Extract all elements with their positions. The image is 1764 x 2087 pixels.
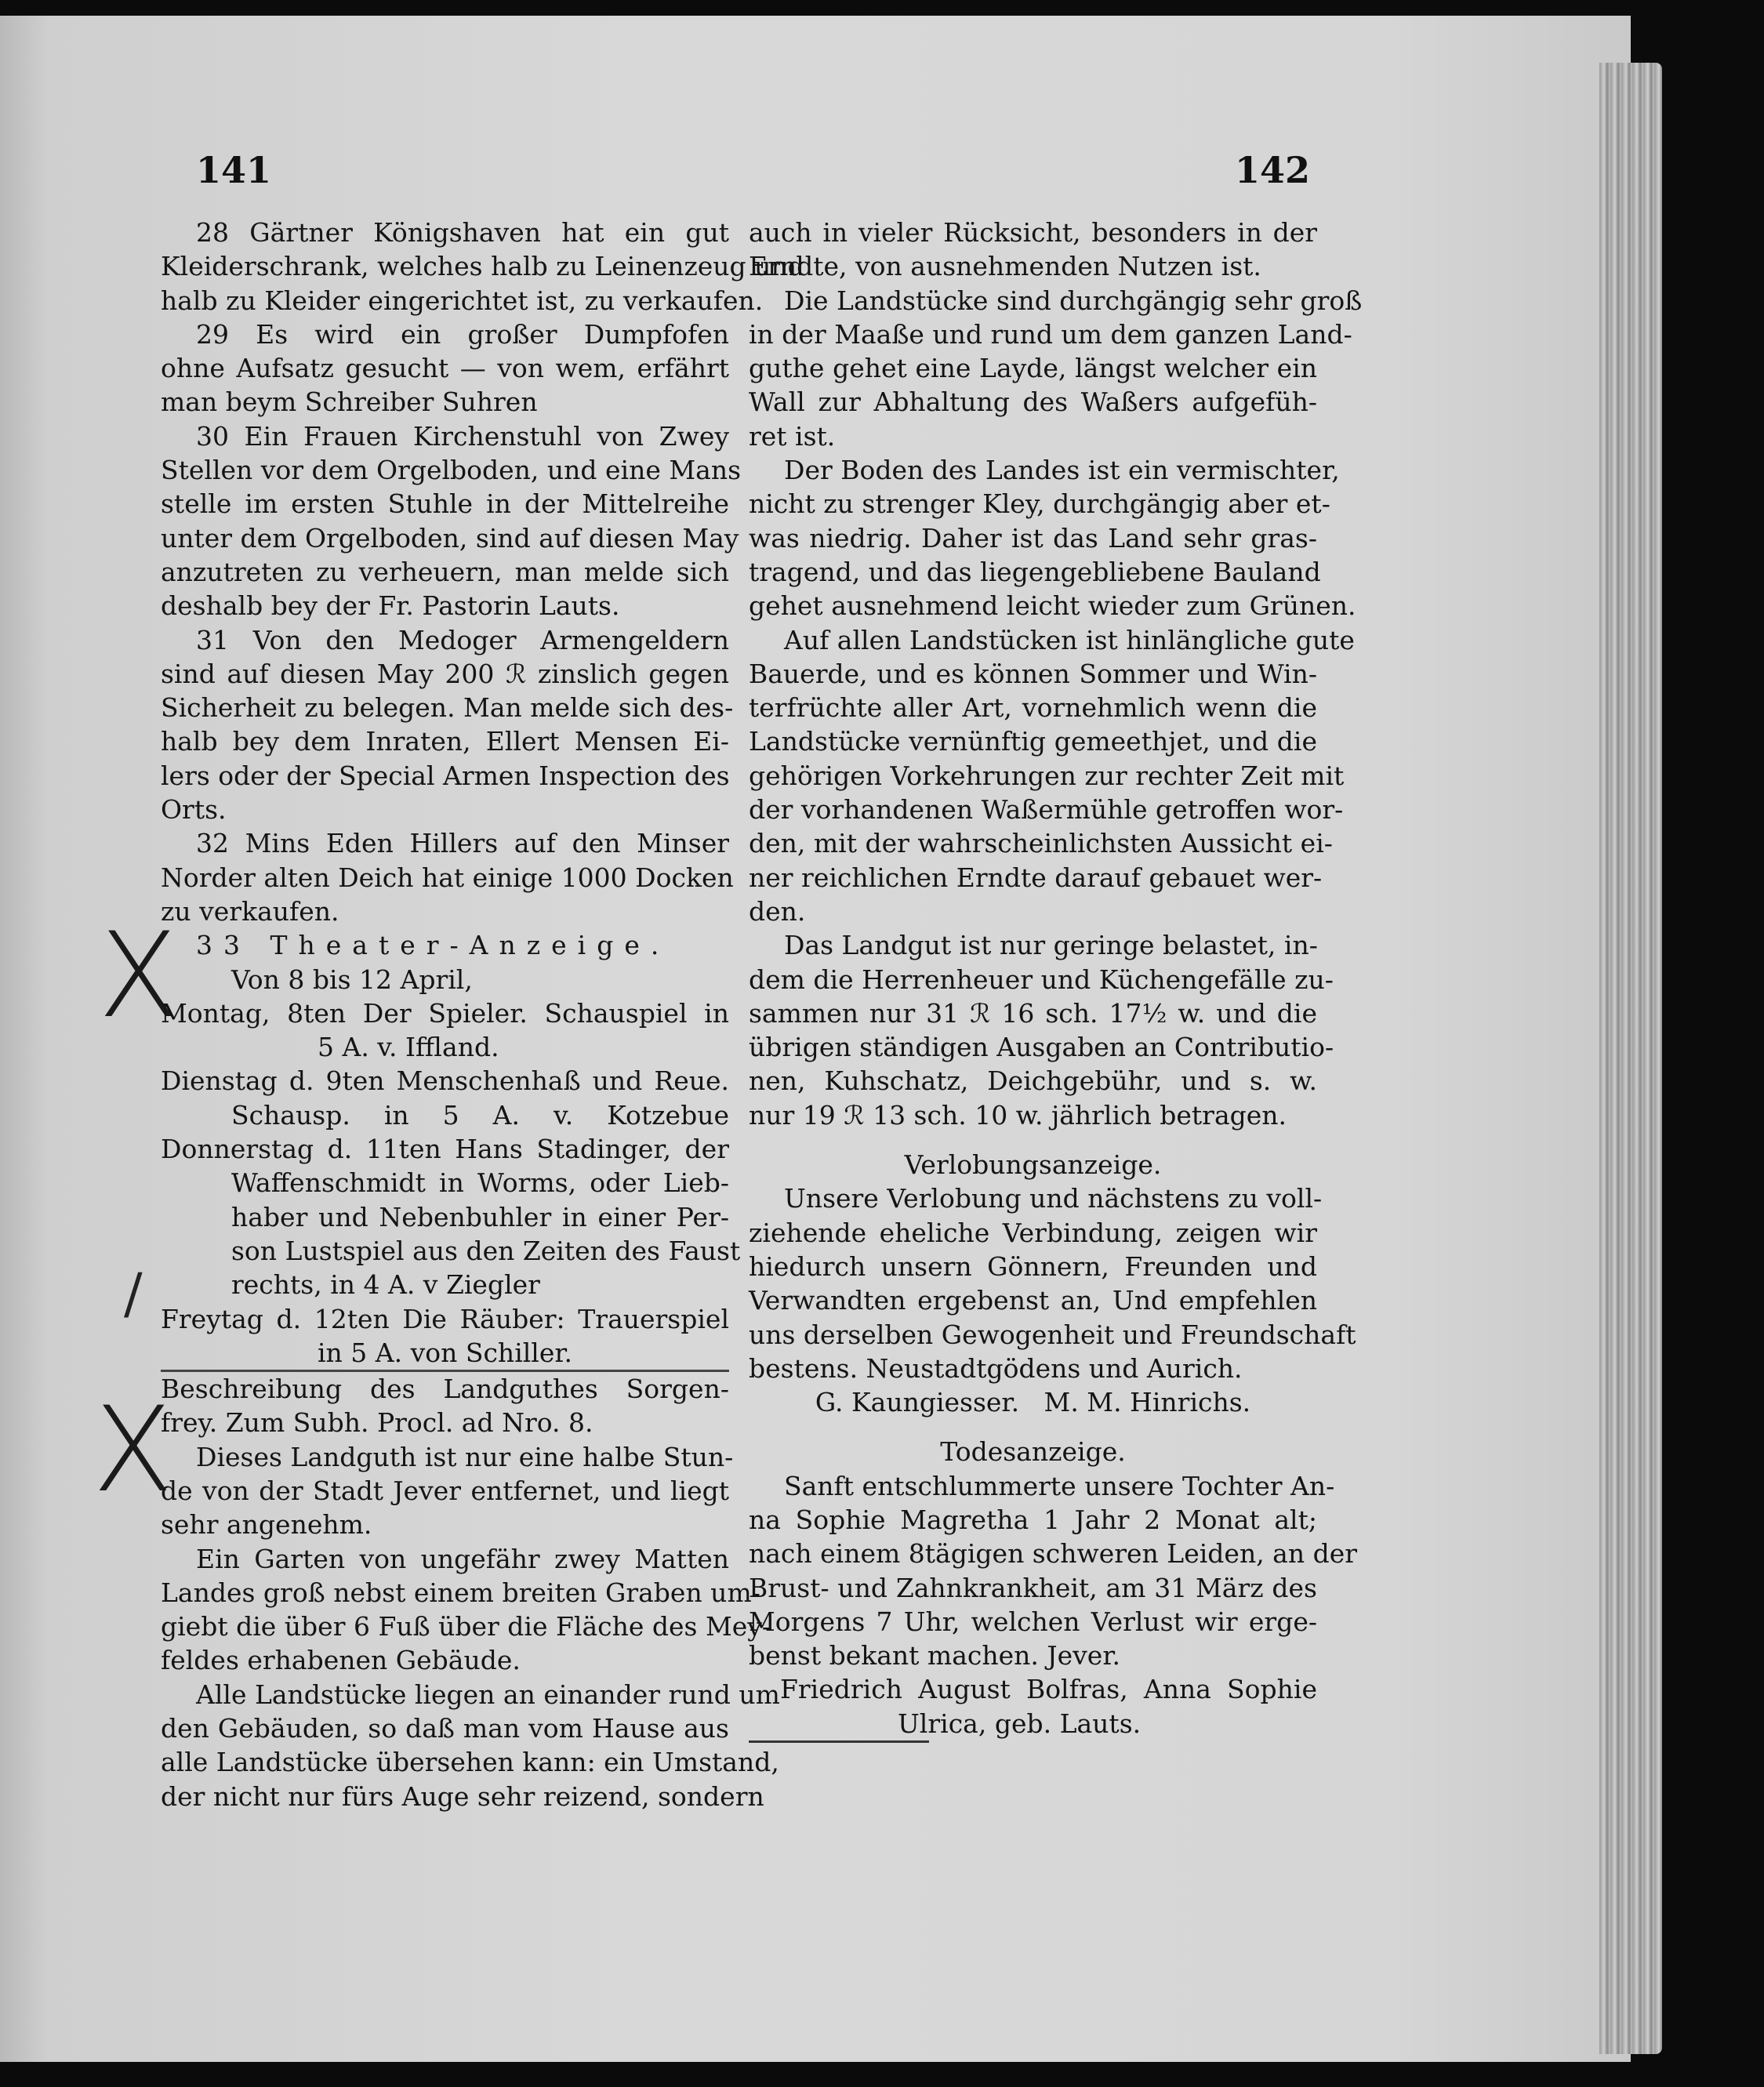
text-line: tragend, und das liegengebliebene Bauland — [749, 556, 1321, 587]
handwritten-x-mark-1: X — [98, 908, 179, 1044]
todesanzeige-line: Brust- und Zahnkrankheit, am 31 März des — [749, 1572, 1317, 1603]
text-line: 29 Es wird ein großer Dumpfofen — [196, 318, 729, 350]
text-line: was niedrig. Daher ist das Land sehr gras- — [749, 522, 1317, 554]
theater-line: Dienstag d. 9ten Menschenhaß und Reue. — [161, 1065, 729, 1097]
theater-line: haber und Nebenbuhler in einer Per- — [231, 1201, 729, 1232]
landgut-line: giebt die über 6 Fuß über die Fläche des Mey- — [161, 1611, 771, 1642]
handwritten-tick-mark: / — [124, 1261, 143, 1326]
theater-line: 5 A. v. Iffland. — [318, 1032, 499, 1063]
text-line: sammen nur 31 ℛ 16 sch. 17½ w. und die — [749, 997, 1317, 1029]
text-line: Der Boden des Landes ist ein vermischter, — [784, 455, 1340, 486]
newspaper-page — [0, 16, 1631, 2062]
verlobung-line: Verwandten ergebenst an, Und empfehlen — [749, 1285, 1317, 1316]
text-line: ner reichlichen Erndte darauf gebauet wer- — [749, 862, 1323, 893]
text-line: dem die Herrenheuer und Küchengefälle zu- — [749, 964, 1334, 995]
right-column — [749, 216, 1363, 1743]
text-line: halb bey dem Inraten, Ellert Mensen Ei- — [161, 726, 729, 757]
text-line: zu verkaufen. — [161, 895, 339, 927]
text-line: Auf allen Landstücken ist hinlängliche gute — [784, 624, 1355, 655]
theater-heading: 33 Theater-Anzeige. — [196, 930, 670, 961]
text-line: gehörigen Vorkehrungen zur rechter Zeit mit — [749, 760, 1345, 791]
text-line: Erndte, von ausnehmenden Nutzen ist. — [749, 251, 1261, 282]
theater-line: Montag, 8ten Der Spieler. Schauspiel in — [161, 997, 729, 1029]
verlobung-heading: Verlobungsanzeige. — [904, 1149, 1162, 1181]
closing-rule — [749, 1740, 929, 1743]
verlobung-line: bestens. Neustadtgödens und Aurich. — [749, 1352, 1243, 1384]
text-line: 28 Gärtner Königshaven hat ein gut — [196, 217, 729, 248]
landgut-line: de von der Stadt Jever entfernet, und liegt — [161, 1475, 729, 1506]
landgut-line: feldes erhabenen Gebäude. — [161, 1645, 521, 1676]
todesanzeige-line: nach einem 8tägigen schweren Leiden, an der — [749, 1538, 1358, 1570]
text-line: man beym Schreiber Suhren — [161, 387, 538, 418]
handwritten-x-mark-2: X — [93, 1382, 173, 1519]
text-line: Wall zur Abhaltung des Waßers aufgefüh- — [749, 387, 1317, 418]
text-line: den. — [749, 895, 806, 927]
verlobung-line: Unsere Verlobung und nächstens zu voll- — [784, 1183, 1323, 1214]
verlobung-line: hiedurch unsern Gönnern, Freunden und — [749, 1250, 1317, 1282]
text-line: auch in vieler Rücksicht, besonders in der — [749, 217, 1317, 248]
text-line: Stellen vor dem Orgelboden, und eine Mans — [161, 455, 742, 486]
todesanzeige-line: Morgens 7 Uhr, welchen Verlust wir erge- — [749, 1606, 1317, 1637]
text-line: guthe gehet eine Layde, längst welcher ein — [749, 353, 1317, 384]
page-number-right: 142 — [1235, 149, 1311, 191]
text-line: in der Maaße und rund um dem ganzen Land- — [749, 318, 1352, 350]
text-line: 31 Von den Medoger Armengeldern — [196, 624, 729, 655]
text-line: Das Landgut ist nur geringe belastet, in- — [784, 930, 1318, 961]
text-line: übrigen ständigen Ausgaben an Contributio- — [749, 1032, 1334, 1063]
theater-line: Waffenschmidt in Worms, oder Lieb- — [231, 1167, 729, 1199]
text-line: Kleiderschrank, welches halb zu Leinenzeug und — [161, 251, 804, 282]
text-line: Bauerde, und es können Sommer und Win- — [749, 658, 1317, 689]
text-line: ret ist. — [749, 420, 836, 452]
text-line: 32 Mins Eden Hillers auf den Minser — [196, 828, 729, 859]
landgut-line: Ein Garten von ungefähr zwey Matten — [196, 1543, 729, 1574]
verlobung-line: uns derselben Gewogenheit und Freundschaft — [749, 1319, 1356, 1350]
text-line: Norder alten Deich hat einige 1000 Docken — [161, 862, 734, 893]
text-line: sind auf diesen May 200 ℛ zinslich gegen — [161, 658, 729, 689]
landgut-line: Alle Landstücke liegen an einander rund um — [196, 1679, 780, 1710]
landgut-line: sehr angenehm. — [161, 1509, 372, 1541]
text-line: unter dem Orgelboden, sind auf diesen May — [161, 522, 739, 554]
todesanzeige-signature: Ulrica, geb. Lauts. — [898, 1708, 1142, 1739]
text-line: Orts. — [161, 794, 227, 826]
todesanzeige-line: na Sophie Magretha 1 Jahr 2 Monat alt; — [749, 1504, 1317, 1535]
text-line: der vorhandenen Waßermühle getroffen wor- — [749, 794, 1344, 826]
text-line: nen, Kuhschatz, Deichgebühr, und s. w. — [749, 1065, 1317, 1097]
theater-dates: Von 8 bis 12 April, — [231, 964, 473, 995]
landgut-line: den Gebäuden, so daß man vom Hause aus — [161, 1713, 729, 1744]
text-line: Sicherheit zu belegen. Man melde sich des- — [161, 692, 734, 724]
text-line: Die Landstücke sind durchgängig sehr groß — [784, 285, 1363, 316]
todesanzeige-signature: Friedrich August Bolfras, Anna Sophie — [780, 1674, 1317, 1705]
text-line: gehet ausnehmend leicht wieder zum Grünen. — [749, 590, 1356, 622]
text-line: deshalb bey der Fr. Pastorin Lauts. — [161, 590, 620, 622]
landgut-line: Dieses Landguth ist nur eine halbe Stun- — [196, 1441, 734, 1472]
text-line: halb zu Kleider eingerichtet ist, zu verkaufen. — [161, 285, 764, 316]
text-line: nicht zu strenger Kley, durchgängig aber et- — [749, 488, 1330, 520]
theater-line: rechts, in 4 A. v Ziegler — [231, 1269, 540, 1301]
landgut-line: Beschreibung des Landguthes Sorgen- — [161, 1374, 729, 1405]
page-number-left: 141 — [196, 149, 272, 191]
theater-line: in 5 A. von Schiller. — [318, 1337, 573, 1368]
theater-line: Donnerstag d. 11ten Hans Stadinger, der — [161, 1134, 729, 1165]
todesanzeige-line: Sanft entschlummerte unsere Tochter An- — [784, 1470, 1335, 1501]
landgut-line: frey. Zum Subh. Procl. ad Nro. 8. — [161, 1407, 593, 1439]
landgut-line: Landes groß nebst einem breiten Graben um- — [161, 1577, 760, 1608]
page-edges — [1599, 63, 1662, 2054]
verlobung-line: ziehende eheliche Verbindung, zeigen wir — [749, 1217, 1317, 1248]
text-line: terfrüchte aller Art, vornehmlich wenn die — [749, 692, 1317, 724]
text-line: nur 19 ℛ 13 sch. 10 w. jährlich betragen. — [749, 1099, 1287, 1131]
todesanzeige-line: benst bekant machen. Jever. — [749, 1640, 1120, 1671]
text-line: 30 Ein Frauen Kirchenstuhl von Zwey — [196, 420, 729, 452]
verlobung-signature: G. Kaungiesser. M. M. Hinrichs. — [815, 1387, 1251, 1418]
text-line: stelle im ersten Stuhle in der Mittelreihe — [161, 488, 729, 520]
text-line: den, mit der wahrscheinlichsten Aussicht ei- — [749, 828, 1333, 859]
text-line: ohne Aufsatz gesucht — von wem, erfährt — [161, 353, 729, 384]
landgut-line: der nicht nur fürs Auge sehr reizend, sondern — [161, 1780, 764, 1812]
text-line: anzutreten zu verheuern, man melde sich — [161, 556, 729, 587]
landgut-line: alle Landstücke übersehen kann: ein Umstand, — [161, 1747, 779, 1778]
text-line: lers oder der Special Armen Inspection des — [161, 760, 730, 791]
text-line: Landstücke vernünftig gemeethjet, und die — [749, 726, 1317, 757]
todesanzeige-heading: Todesanzeige. — [940, 1436, 1126, 1468]
theater-line: son Lustspiel aus den Zeiten des Faust — [231, 1235, 741, 1266]
theater-line: Schausp. in 5 A. v. Kotzebue — [231, 1099, 729, 1131]
theater-line: Freytag d. 12ten Die Räuber: Trauerspiel — [161, 1303, 729, 1334]
